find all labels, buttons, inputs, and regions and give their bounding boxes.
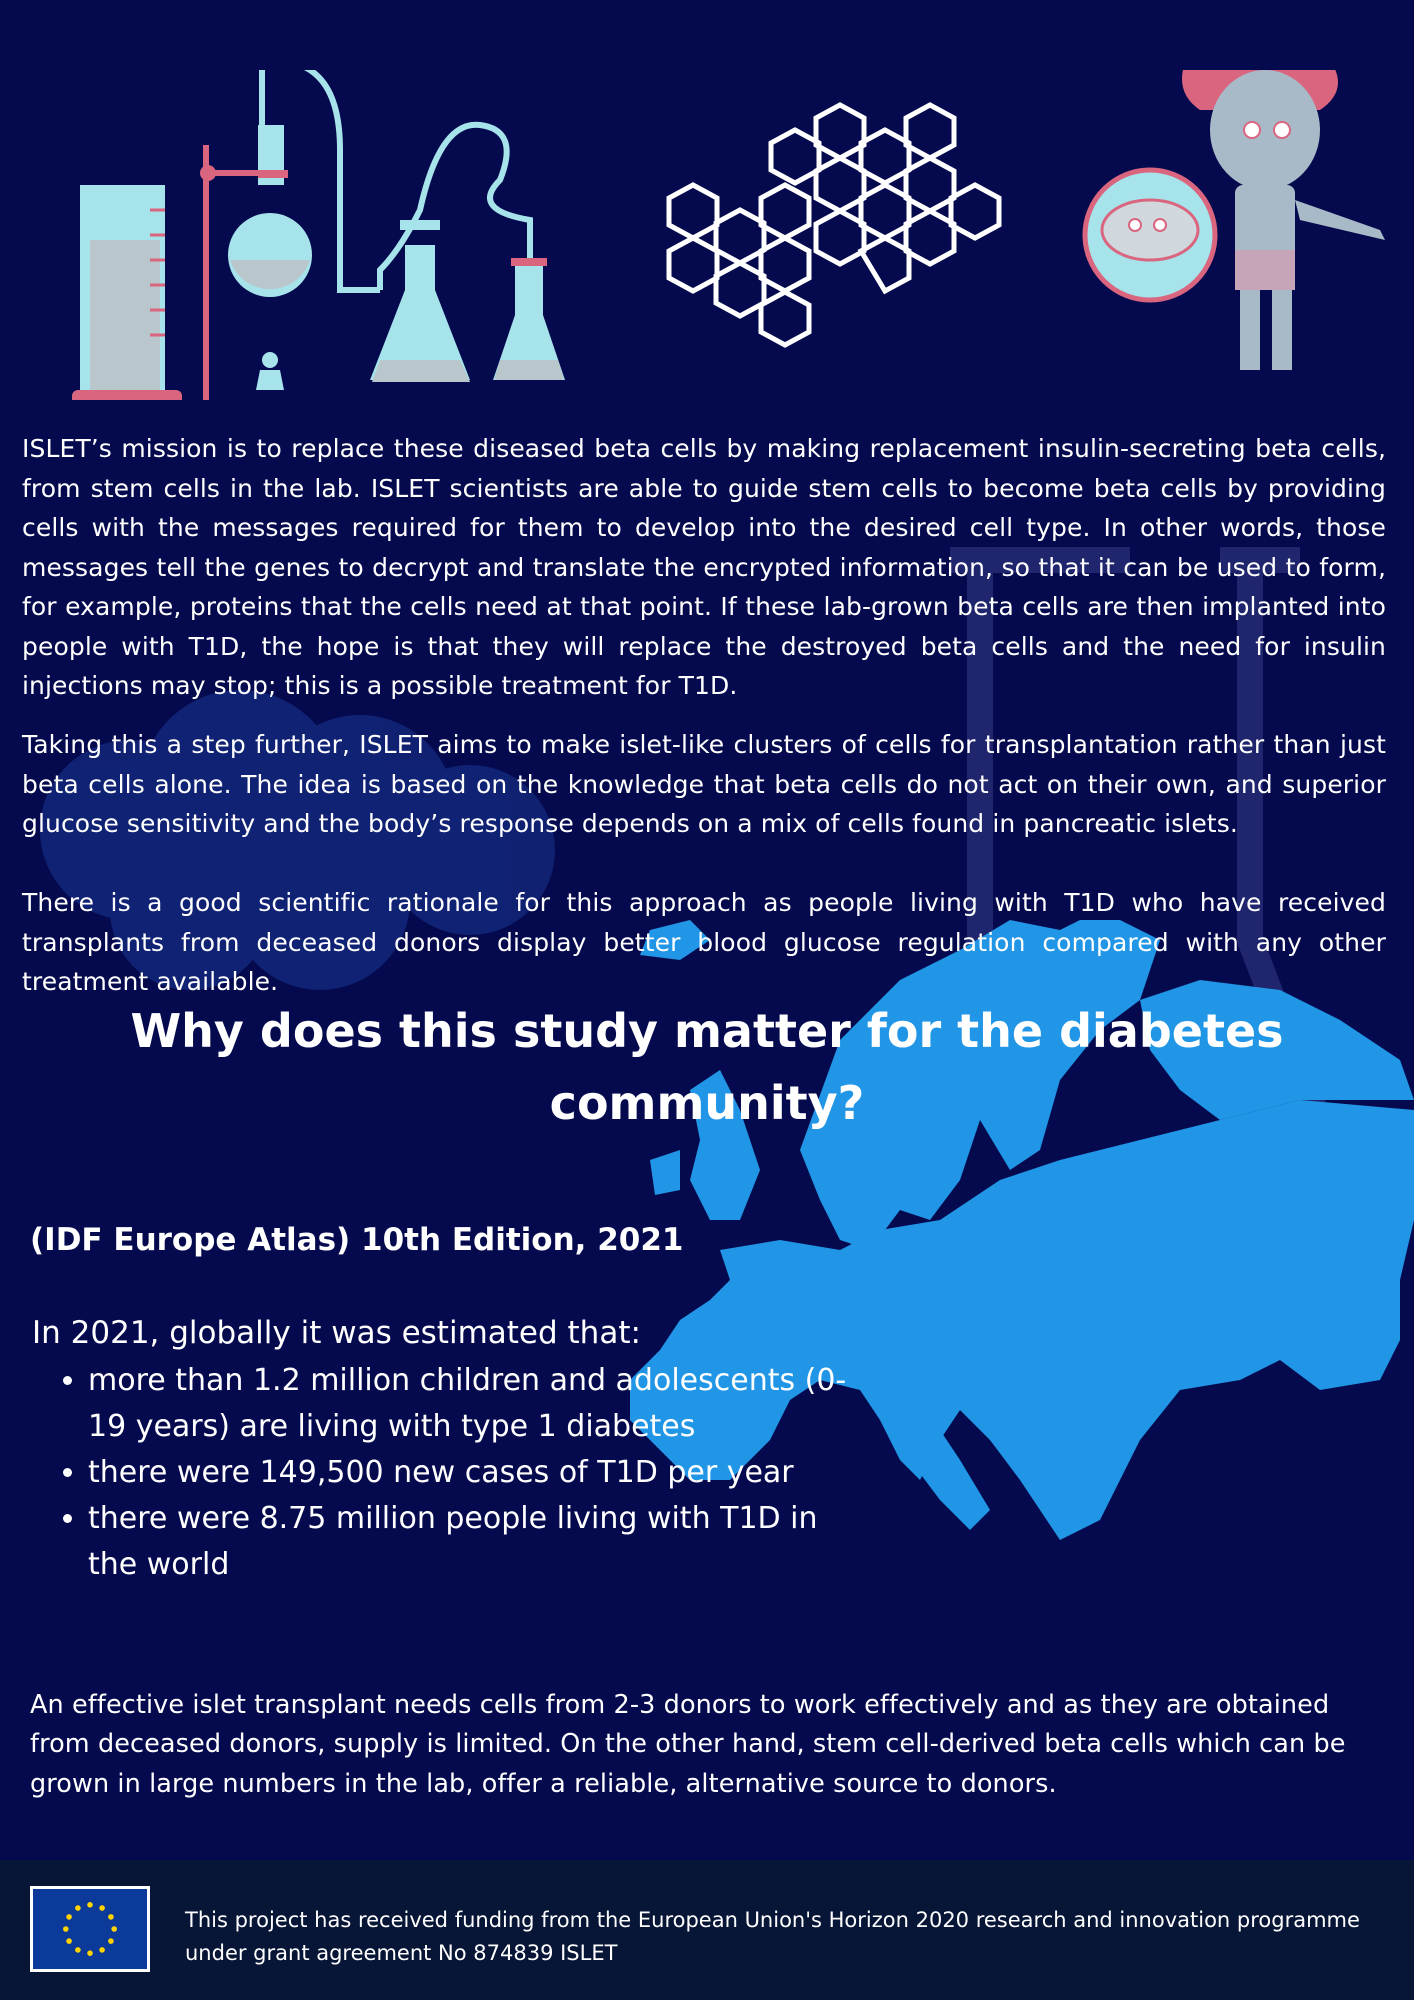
rationale-paragraph: There is a good scientific rationale for this approach as people living with T1D who have received transplants from deceased donors display better blood glucose regulation compared with any other treatment available. xyxy=(22,888,1386,996)
list-item: • there were 8.75 million people living with T1D in the world xyxy=(88,1496,868,1588)
list-item: • there were 149,500 new cases of T1D per year xyxy=(88,1450,868,1496)
eu-flag-icon xyxy=(30,1886,150,1972)
transplant-paragraph: An effective islet transplant needs cells from 2-3 donors to work effectively and as they are obtained from deceased donors, supply is limited. On the other hand, stem cell-derived beta cells which can be grown in large numbers in the lab, offer a reliable, alternative source to donors. xyxy=(30,1689,1346,1799)
lab-equipment-illustration xyxy=(0,70,1414,400)
mission-paragraph: ISLET’s mission is to replace these diseased beta cells by making replacement insulin-secreting beta cells, from stem cells in the lab. ISLET scientists are able to guide stem cells to become beta cells by providing cells with the messages required for them to develop into the desired cell type. In other words, those messages tell the genes to decrypt and translate the encrypted information, so that it can be used to form, for example, proteins that the cells need at that point. If these lab-grown beta cells are then implanted into people with T1D, the hope is that they will replace the destroyed beta cells and the need for insulin injections may stop; this is a possible treatment for T1D. xyxy=(22,434,1386,700)
stats-intro: In 2021, globally it was estimated that: xyxy=(32,1315,641,1351)
funding-statement: This project has received funding from the European Union's Horizon 2020 research and innovation programme under grant agreement No 874839 ISLET xyxy=(185,1908,1360,1965)
funding-footer xyxy=(0,1860,1414,2000)
stats-list xyxy=(32,1358,868,1588)
child-pancreas-illustration xyxy=(1085,70,1385,370)
clusters-paragraph: Taking this a step further, ISLET aims to make islet-like clusters of cells for transplantation rather than just beta cells alone. The idea is based on the knowledge that beta cells do not act on their own, and superior glucose sensitivity and the body’s response depends on a mix of cells found in pancreatic islets. xyxy=(22,730,1386,838)
honeycomb-cells-icon xyxy=(669,105,999,345)
list-item: • more than 1.2 million children and adolescents (0-19 years) are living with type 1 diabetes xyxy=(88,1358,868,1450)
section-heading: Why does this study matter for the diabetes community? xyxy=(130,1004,1284,1130)
source-citation: (IDF Europe Atlas) 10th Edition, 2021 xyxy=(30,1222,684,1258)
